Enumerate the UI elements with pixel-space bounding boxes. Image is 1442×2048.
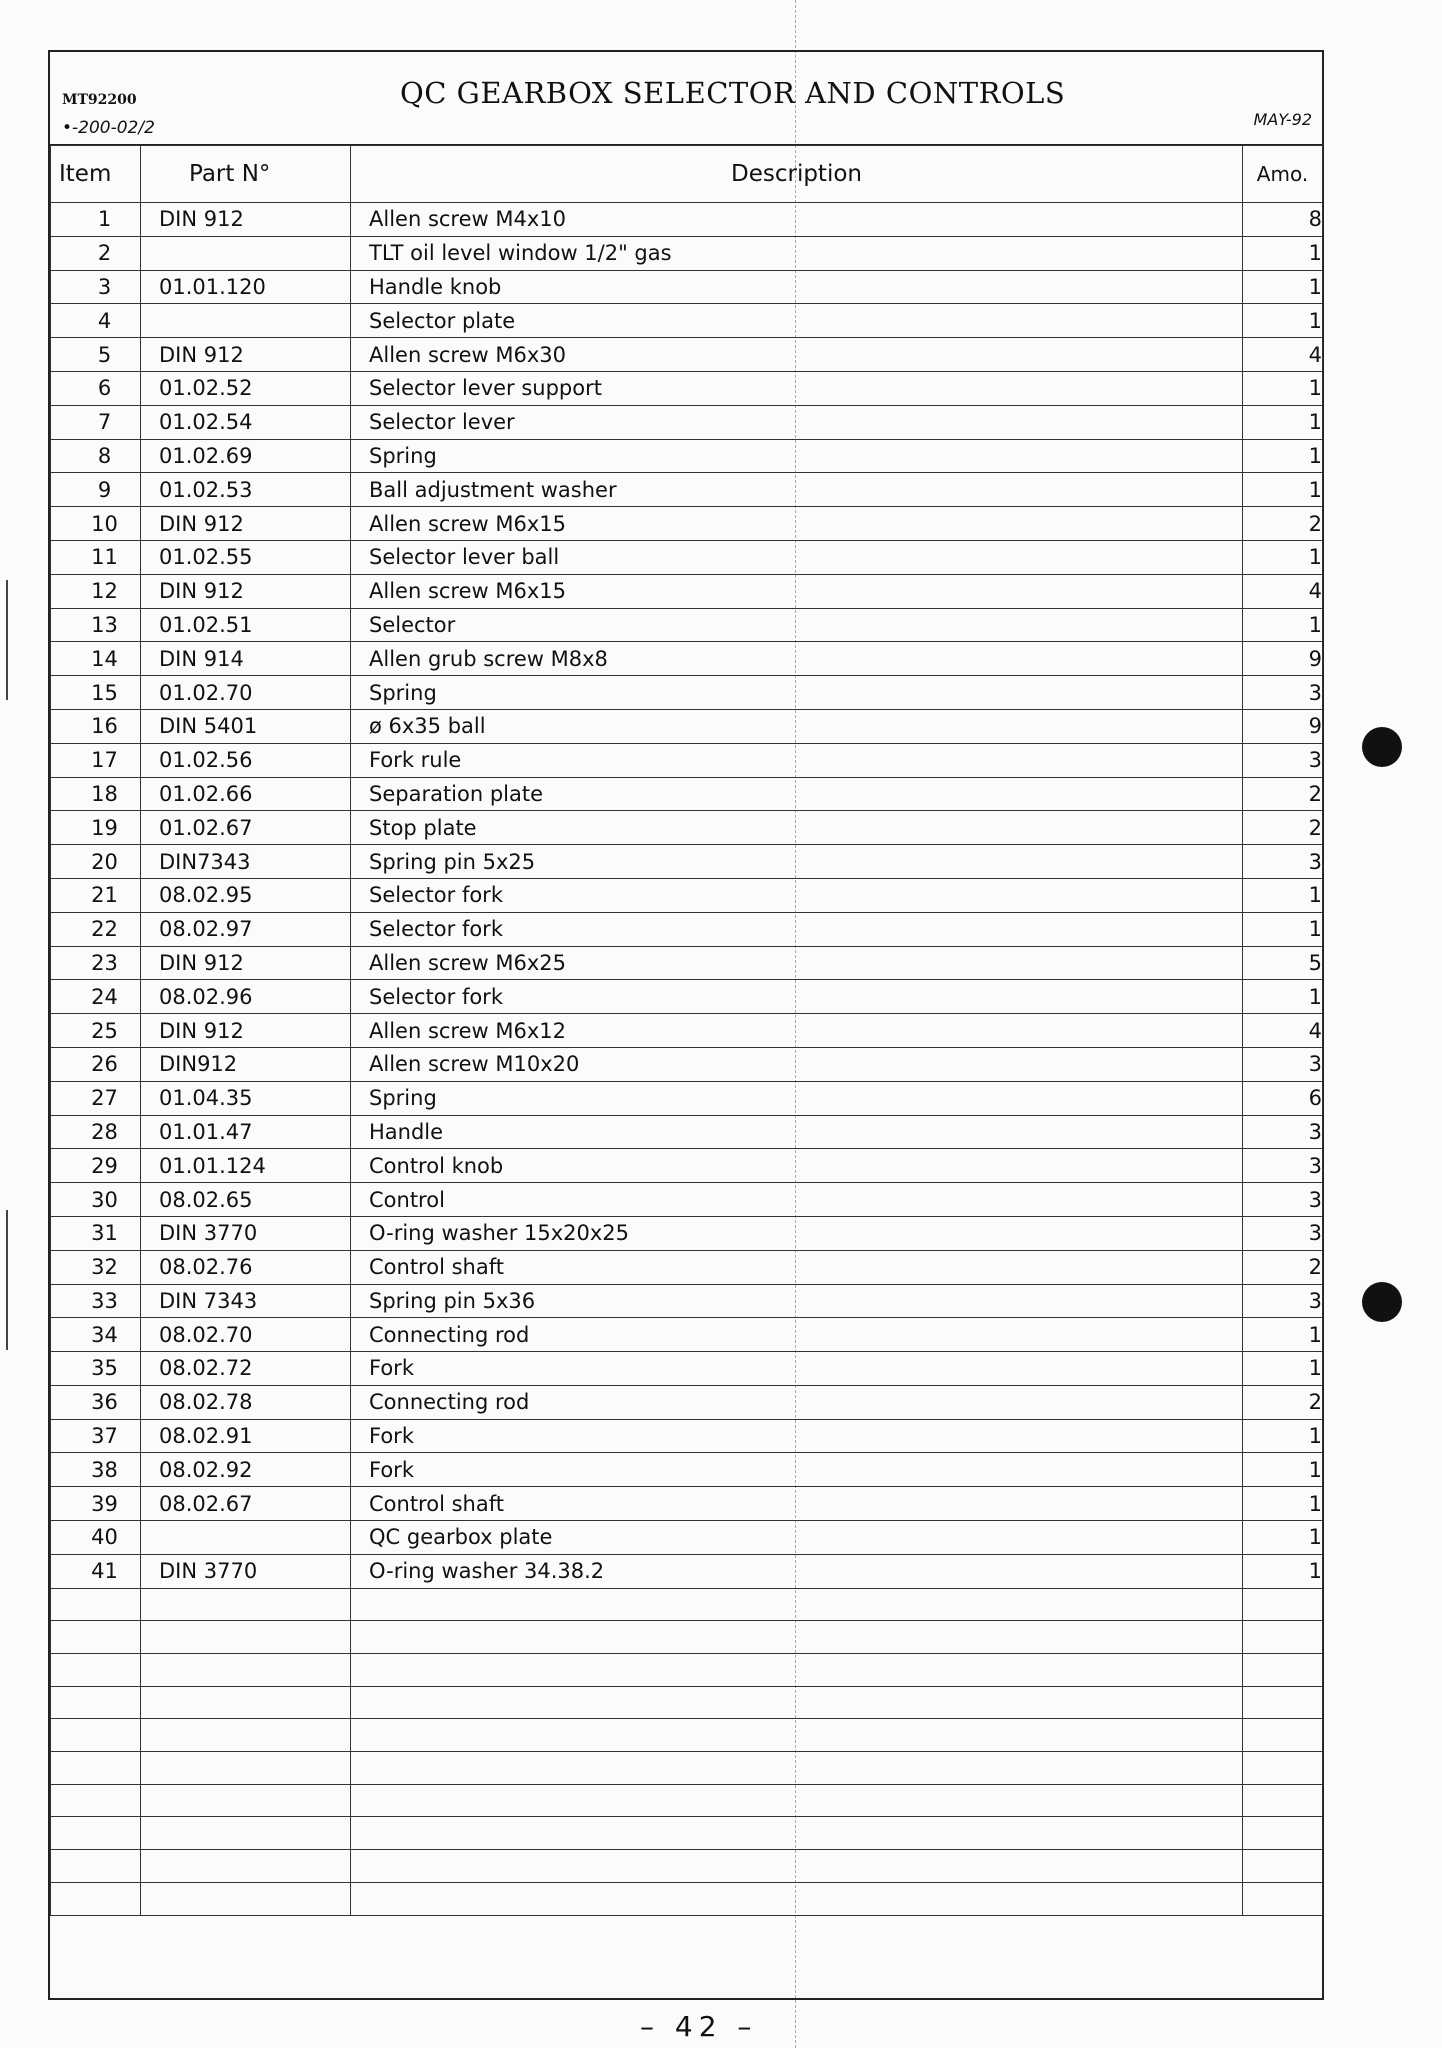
row-description: Spring [351, 439, 1243, 473]
row-item-number: 3 [51, 270, 141, 304]
table-row [51, 236, 1323, 270]
row-amount: 1 [1243, 439, 1323, 473]
table-row [51, 439, 1323, 473]
row-description: Spring [351, 676, 1243, 710]
row-description: Handle [351, 1115, 1243, 1149]
column-header-item: Item [51, 146, 141, 203]
row-item-number: 18 [51, 777, 141, 811]
row-part-number: 08.02.72 [141, 1352, 351, 1386]
column-header-part: Part N° [141, 146, 351, 203]
row-description: Fork rule [351, 743, 1243, 777]
row-part-number: DIN 912 [141, 1014, 351, 1048]
row-item-number: 22 [51, 912, 141, 946]
row-part-number: DIN7343 [141, 845, 351, 879]
row-part-number: 01.01.124 [141, 1149, 351, 1183]
row-amount: 2 [1243, 1250, 1323, 1284]
row-description: Control shaft [351, 1487, 1243, 1521]
row-part-number: DIN 912 [141, 338, 351, 372]
table-row [51, 270, 1323, 304]
row-item-number: 21 [51, 878, 141, 912]
row-amount: 1 [1243, 405, 1323, 439]
row-amount: 3 [1243, 676, 1323, 710]
row-description: Selector fork [351, 878, 1243, 912]
row-description: Selector plate [351, 304, 1243, 338]
row-description: Selector lever [351, 405, 1243, 439]
row-part-number: DIN 912 [141, 574, 351, 608]
table-row [51, 1115, 1323, 1149]
row-part-number: 01.04.35 [141, 1081, 351, 1115]
row-item-number: 5 [51, 338, 141, 372]
row-description: Spring pin 5x25 [351, 845, 1243, 879]
empty-table-row [51, 1686, 1323, 1719]
empty-cell [1243, 1752, 1323, 1785]
row-part-number: 08.02.92 [141, 1453, 351, 1487]
row-part-number: DIN 3770 [141, 1554, 351, 1588]
row-amount: 4 [1243, 338, 1323, 372]
column-header-description: Description [351, 146, 1243, 203]
empty-cell [351, 1719, 1243, 1752]
empty-cell [141, 1588, 351, 1621]
row-description: Separation plate [351, 777, 1243, 811]
empty-cell [1243, 1850, 1323, 1883]
row-item-number: 23 [51, 946, 141, 980]
empty-table-row [51, 1588, 1323, 1621]
row-description: Connecting rod [351, 1318, 1243, 1352]
row-part-number: 08.02.76 [141, 1250, 351, 1284]
empty-cell [1243, 1588, 1323, 1621]
empty-cell [51, 1850, 141, 1883]
row-amount: 4 [1243, 1014, 1323, 1048]
table-row [51, 338, 1323, 372]
row-part-number: 08.02.95 [141, 878, 351, 912]
table-row [51, 1081, 1323, 1115]
row-description: Stop plate [351, 811, 1243, 845]
empty-cell [1243, 1784, 1323, 1817]
row-amount: 2 [1243, 1385, 1323, 1419]
row-part-number: 01.02.55 [141, 540, 351, 574]
row-description: Fork [351, 1352, 1243, 1386]
empty-table-row [51, 1850, 1323, 1883]
table-row [51, 1554, 1323, 1588]
empty-cell [141, 1686, 351, 1719]
row-item-number: 4 [51, 304, 141, 338]
empty-cell [1243, 1817, 1323, 1850]
row-amount: 1 [1243, 270, 1323, 304]
row-item-number: 32 [51, 1250, 141, 1284]
row-amount: 2 [1243, 777, 1323, 811]
empty-table-row [51, 1719, 1323, 1752]
row-part-number: 08.02.65 [141, 1183, 351, 1217]
row-part-number: 01.02.53 [141, 473, 351, 507]
row-part-number: DIN 912 [141, 203, 351, 237]
table-row [51, 405, 1323, 439]
empty-cell [51, 1654, 141, 1687]
table-row [51, 777, 1323, 811]
table-header-row [51, 146, 1323, 203]
row-amount: 1 [1243, 473, 1323, 507]
row-description: ø 6x35 ball [351, 709, 1243, 743]
row-item-number: 8 [51, 439, 141, 473]
empty-cell [51, 1719, 141, 1752]
table-row [51, 946, 1323, 980]
row-part-number: DIN912 [141, 1047, 351, 1081]
row-amount: 9 [1243, 642, 1323, 676]
row-description: O-ring washer 34.38.2 [351, 1554, 1243, 1588]
row-description: Selector lever ball [351, 540, 1243, 574]
row-item-number: 20 [51, 845, 141, 879]
row-amount: 1 [1243, 608, 1323, 642]
row-description: Allen grub screw M8x8 [351, 642, 1243, 676]
table-row [51, 878, 1323, 912]
row-item-number: 31 [51, 1216, 141, 1250]
row-item-number: 9 [51, 473, 141, 507]
table-row [51, 1014, 1323, 1048]
empty-cell [141, 1817, 351, 1850]
empty-cell [141, 1784, 351, 1817]
row-item-number: 30 [51, 1183, 141, 1217]
table-row [51, 1216, 1323, 1250]
row-item-number: 26 [51, 1047, 141, 1081]
empty-cell [51, 1817, 141, 1850]
row-part-number: 08.02.97 [141, 912, 351, 946]
table-row [51, 1284, 1323, 1318]
table-row [51, 1183, 1323, 1217]
row-description: Fork [351, 1419, 1243, 1453]
row-part-number: 01.02.69 [141, 439, 351, 473]
empty-cell [351, 1850, 1243, 1883]
row-part-number [141, 1521, 351, 1555]
empty-cell [351, 1686, 1243, 1719]
table-row [51, 574, 1323, 608]
row-item-number: 33 [51, 1284, 141, 1318]
table-row [51, 1352, 1323, 1386]
row-item-number: 27 [51, 1081, 141, 1115]
table-row [51, 743, 1323, 777]
row-amount: 1 [1243, 912, 1323, 946]
row-part-number: 01.01.47 [141, 1115, 351, 1149]
table-row [51, 1047, 1323, 1081]
table-row [51, 1250, 1323, 1284]
table-row [51, 1453, 1323, 1487]
row-amount: 1 [1243, 304, 1323, 338]
row-item-number: 28 [51, 1115, 141, 1149]
row-amount: 3 [1243, 1284, 1323, 1318]
row-part-number: 01.02.67 [141, 811, 351, 845]
empty-table-row [51, 1784, 1323, 1817]
scan-margin-mark [6, 1210, 8, 1350]
row-amount: 2 [1243, 811, 1323, 845]
row-part-number: 08.02.78 [141, 1385, 351, 1419]
row-amount: 1 [1243, 1453, 1323, 1487]
row-part-number: 08.02.96 [141, 980, 351, 1014]
row-amount: 3 [1243, 845, 1323, 879]
table-row [51, 203, 1323, 237]
row-description: TLT oil level window 1/2" gas [351, 236, 1243, 270]
table-row [51, 845, 1323, 879]
row-description: QC gearbox plate [351, 1521, 1243, 1555]
row-description: Allen screw M6x25 [351, 946, 1243, 980]
empty-cell [351, 1752, 1243, 1785]
empty-table-row [51, 1654, 1323, 1687]
row-item-number: 13 [51, 608, 141, 642]
row-description: Allen screw M4x10 [351, 203, 1243, 237]
row-description: Allen screw M6x12 [351, 1014, 1243, 1048]
row-item-number: 16 [51, 709, 141, 743]
page-title: QC GEARBOX SELECTOR AND CONTROLS [400, 76, 1066, 110]
row-description: Handle knob [351, 270, 1243, 304]
row-amount: 1 [1243, 540, 1323, 574]
row-amount: 2 [1243, 507, 1323, 541]
row-amount: 1 [1243, 1352, 1323, 1386]
table-row [51, 676, 1323, 710]
row-amount: 1 [1243, 236, 1323, 270]
document-reference: •-200-02/2 [62, 118, 155, 138]
table-row [51, 1385, 1323, 1419]
row-description: O-ring washer 15x20x25 [351, 1216, 1243, 1250]
row-part-number: 08.02.70 [141, 1318, 351, 1352]
row-description: Connecting rod [351, 1385, 1243, 1419]
row-description: Allen screw M10x20 [351, 1047, 1243, 1081]
empty-table-row [51, 1752, 1323, 1785]
row-description: Spring pin 5x36 [351, 1284, 1243, 1318]
row-item-number: 10 [51, 507, 141, 541]
row-description: Allen screw M6x30 [351, 338, 1243, 372]
row-item-number: 34 [51, 1318, 141, 1352]
empty-cell [51, 1784, 141, 1817]
table-row [51, 1419, 1323, 1453]
row-item-number: 12 [51, 574, 141, 608]
row-part-number: DIN 912 [141, 946, 351, 980]
row-part-number [141, 304, 351, 338]
empty-cell [351, 1654, 1243, 1687]
row-part-number [141, 236, 351, 270]
parts-list-sheet [48, 50, 1324, 2000]
row-item-number: 37 [51, 1419, 141, 1453]
row-description: Control [351, 1183, 1243, 1217]
table-row [51, 709, 1323, 743]
row-part-number: 08.02.67 [141, 1487, 351, 1521]
table-row [51, 507, 1323, 541]
empty-cell [351, 1588, 1243, 1621]
table-row [51, 912, 1323, 946]
row-item-number: 41 [51, 1554, 141, 1588]
empty-cell [141, 1752, 351, 1785]
row-part-number: 01.02.51 [141, 608, 351, 642]
row-part-number: 01.01.120 [141, 270, 351, 304]
row-description: Selector fork [351, 912, 1243, 946]
empty-cell [51, 1882, 141, 1915]
table-row [51, 1318, 1323, 1352]
empty-cell [351, 1621, 1243, 1654]
row-description: Selector [351, 608, 1243, 642]
empty-cell [1243, 1882, 1323, 1915]
empty-cell [1243, 1654, 1323, 1687]
row-item-number: 25 [51, 1014, 141, 1048]
empty-cell [141, 1850, 351, 1883]
row-amount: 3 [1243, 1183, 1323, 1217]
empty-cell [1243, 1686, 1323, 1719]
row-amount: 4 [1243, 574, 1323, 608]
punch-hole-icon [1362, 1282, 1402, 1322]
table-row [51, 540, 1323, 574]
row-item-number: 39 [51, 1487, 141, 1521]
row-description: Fork [351, 1453, 1243, 1487]
row-item-number: 35 [51, 1352, 141, 1386]
empty-table-row [51, 1817, 1323, 1850]
row-item-number: 19 [51, 811, 141, 845]
row-item-number: 11 [51, 540, 141, 574]
table-row [51, 980, 1323, 1014]
row-item-number: 1 [51, 203, 141, 237]
scan-margin-mark [6, 580, 8, 700]
table-row [51, 642, 1323, 676]
document-date: MAY-92 [1253, 110, 1312, 129]
row-item-number: 17 [51, 743, 141, 777]
row-item-number: 15 [51, 676, 141, 710]
table-row [51, 1521, 1323, 1555]
row-description: Allen screw M6x15 [351, 507, 1243, 541]
row-amount: 3 [1243, 1047, 1323, 1081]
document-code: MT92200 [62, 92, 137, 108]
row-amount: 1 [1243, 878, 1323, 912]
row-description: Spring [351, 1081, 1243, 1115]
empty-cell [1243, 1719, 1323, 1752]
row-amount: 1 [1243, 1318, 1323, 1352]
page-number: – 42 – [640, 2010, 758, 2043]
row-item-number: 36 [51, 1385, 141, 1419]
row-description: Ball adjustment washer [351, 473, 1243, 507]
row-amount: 5 [1243, 946, 1323, 980]
row-description: Allen screw M6x15 [351, 574, 1243, 608]
row-part-number: 01.02.54 [141, 405, 351, 439]
column-header-amount: Amo. [1243, 146, 1323, 203]
row-part-number: DIN 912 [141, 507, 351, 541]
row-part-number: 01.02.70 [141, 676, 351, 710]
row-amount: 9 [1243, 709, 1323, 743]
row-part-number: DIN 5401 [141, 709, 351, 743]
table-row [51, 473, 1323, 507]
row-description: Selector lever support [351, 371, 1243, 405]
row-amount: 1 [1243, 1554, 1323, 1588]
row-item-number: 14 [51, 642, 141, 676]
row-amount: 1 [1243, 371, 1323, 405]
row-part-number: 01.02.66 [141, 777, 351, 811]
row-amount: 8 [1243, 203, 1323, 237]
empty-cell [141, 1621, 351, 1654]
row-amount: 3 [1243, 1149, 1323, 1183]
row-amount: 1 [1243, 1487, 1323, 1521]
table-row [51, 371, 1323, 405]
row-item-number: 24 [51, 980, 141, 1014]
table-row [51, 811, 1323, 845]
parts-table [50, 145, 1323, 1916]
row-amount: 3 [1243, 1115, 1323, 1149]
empty-cell [351, 1882, 1243, 1915]
row-item-number: 7 [51, 405, 141, 439]
table-row [51, 1487, 1323, 1521]
row-part-number: DIN 7343 [141, 1284, 351, 1318]
row-item-number: 29 [51, 1149, 141, 1183]
row-amount: 3 [1243, 743, 1323, 777]
row-amount: 3 [1243, 1216, 1323, 1250]
row-part-number: DIN 3770 [141, 1216, 351, 1250]
empty-table-row [51, 1882, 1323, 1915]
row-amount: 1 [1243, 980, 1323, 1014]
row-amount: 6 [1243, 1081, 1323, 1115]
row-part-number: DIN 914 [141, 642, 351, 676]
row-item-number: 2 [51, 236, 141, 270]
table-row [51, 1149, 1323, 1183]
empty-cell [351, 1817, 1243, 1850]
row-part-number: 01.02.52 [141, 371, 351, 405]
empty-cell [1243, 1621, 1323, 1654]
row-item-number: 40 [51, 1521, 141, 1555]
row-description: Control shaft [351, 1250, 1243, 1284]
empty-cell [51, 1686, 141, 1719]
punch-hole-icon [1362, 727, 1402, 767]
row-amount: 1 [1243, 1419, 1323, 1453]
row-item-number: 6 [51, 371, 141, 405]
table-row [51, 304, 1323, 338]
empty-cell [51, 1588, 141, 1621]
empty-cell [51, 1752, 141, 1785]
empty-cell [141, 1654, 351, 1687]
empty-cell [141, 1719, 351, 1752]
empty-cell [141, 1882, 351, 1915]
row-item-number: 38 [51, 1453, 141, 1487]
row-description: Selector fork [351, 980, 1243, 1014]
empty-cell [51, 1621, 141, 1654]
row-part-number: 08.02.91 [141, 1419, 351, 1453]
table-row [51, 608, 1323, 642]
row-description: Control knob [351, 1149, 1243, 1183]
row-part-number: 01.02.56 [141, 743, 351, 777]
row-amount: 1 [1243, 1521, 1323, 1555]
empty-table-row [51, 1621, 1323, 1654]
empty-cell [351, 1784, 1243, 1817]
